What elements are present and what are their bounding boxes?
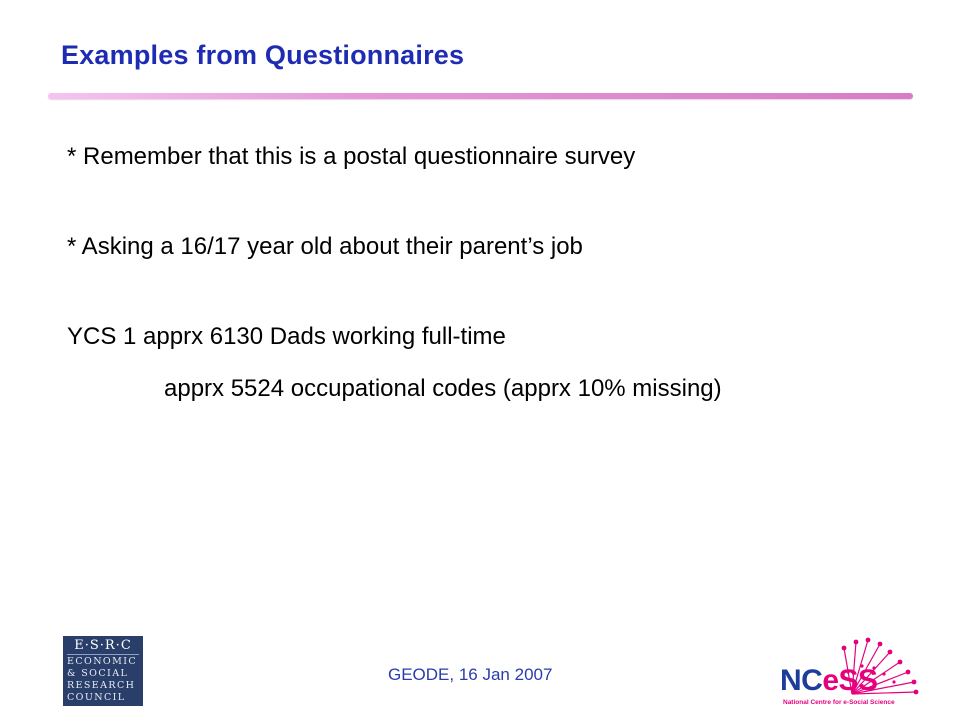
footer-date: GEODE, 16 Jan 2007 [388,665,553,684]
esrc-logo-row-social: & SOCIAL [67,668,129,679]
ycs-dads-count: YCS 1 apprx 6130 Dads working full-time [67,323,506,350]
ycs-occupational-codes: apprx 5524 occupational codes (apprx 10% missing) [164,375,722,402]
esrc-logo-acronym: E·S·R·C [67,639,139,655]
ncess-logo [780,636,920,712]
ncess-subtitle: National Centre for e-Social Science [783,699,895,706]
esrc-logo-row-council: COUNCIL [67,692,126,703]
esrc-logo [63,636,143,706]
ncess-wordmark [780,665,878,697]
ncess-wordmark-nc: NC [780,664,823,697]
esrc-logo-row-economic: ECONOMIC [67,656,138,667]
title-divider [48,93,913,99]
esrc-logo-row-research: RESEARCH [67,680,136,691]
slide-title: Examples from Questionnaires [61,40,465,70]
ncess-wordmark-ess: eSS [822,664,878,697]
bullet-postal-survey: * Remember that this is a postal questionnaire survey [67,143,636,170]
bullet-parent-job: * Asking a 16/17 year old about their parent’s job [67,233,583,260]
